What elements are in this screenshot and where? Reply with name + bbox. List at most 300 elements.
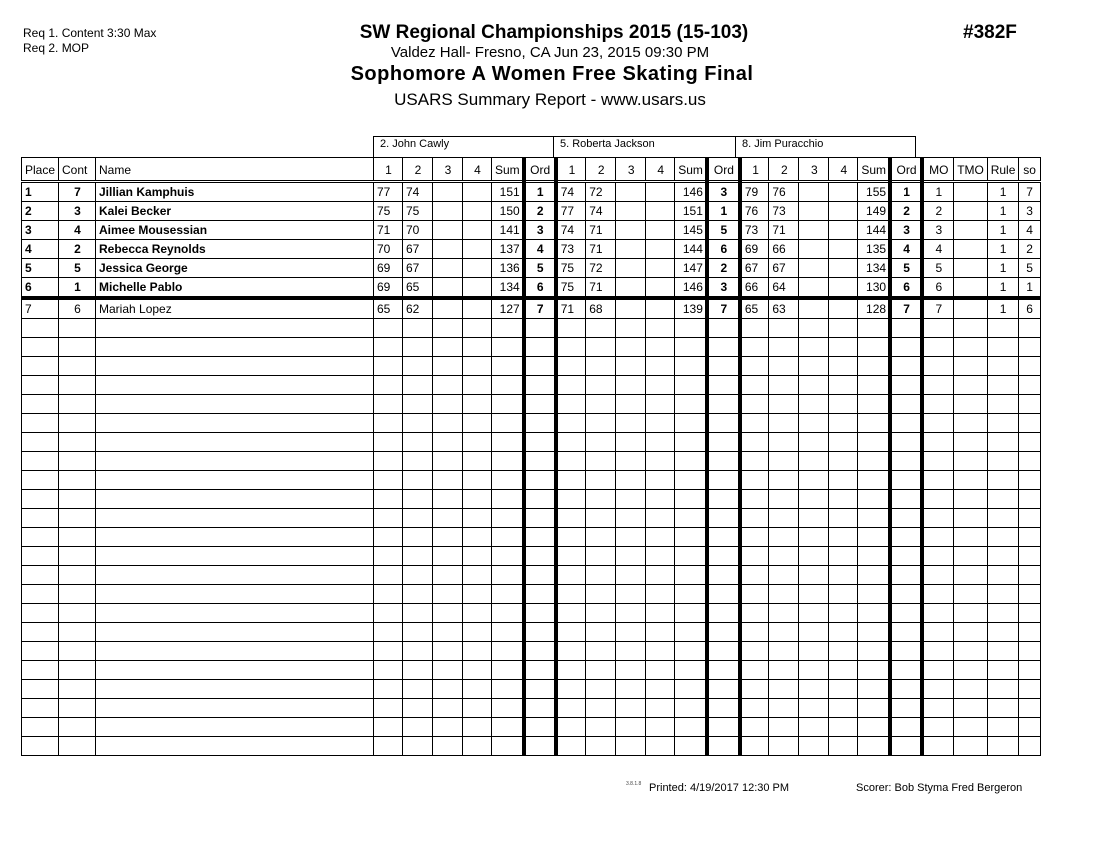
judge3-score3 [799,221,829,240]
judge1-sum: 150 [492,202,524,221]
empty-cell [463,528,492,547]
judge2-sum: 147 [675,259,707,278]
cont-cell: 5 [59,259,96,278]
empty-cell [463,471,492,490]
judge2-score3 [616,202,646,221]
empty-cell [96,319,374,338]
empty-cell [707,490,740,509]
empty-cell [646,357,675,376]
empty-cell [1018,566,1040,585]
judge1-score4 [463,259,492,278]
empty-cell [646,699,675,718]
judge2-score2: 68 [586,298,616,319]
empty-cell [616,623,646,642]
empty-cell [1018,547,1040,566]
judge2-sum: 151 [675,202,707,221]
empty-cell [556,585,586,604]
empty-cell [953,452,987,471]
empty-cell [953,699,987,718]
empty-cell [858,357,890,376]
empty-cell [463,566,492,585]
empty-cell [22,718,59,737]
judge2-score3 [616,259,646,278]
empty-cell [675,490,707,509]
empty-cell [707,585,740,604]
judge2-score2: 71 [586,278,616,299]
empty-cell [829,661,858,680]
empty-cell [858,585,890,604]
empty-cell [433,718,463,737]
empty-cell [586,528,616,547]
rule-cell: 1 [987,298,1018,319]
empty-cell [492,604,524,623]
empty-cell [769,623,799,642]
empty-cell [769,528,799,547]
empty-cell [433,395,463,414]
empty-cell [22,471,59,490]
empty-cell [59,357,96,376]
empty-cell [492,718,524,737]
empty-cell [586,623,616,642]
empty-cell [646,433,675,452]
empty-cell [675,661,707,680]
header-judge2-col5: Sum [675,158,707,182]
empty-cell [403,623,433,642]
empty-cell [556,547,586,566]
empty-cell [1018,338,1040,357]
empty-cell [707,566,740,585]
empty-row [22,376,1041,395]
empty-cell [829,395,858,414]
empty-cell [987,642,1018,661]
empty-row [22,718,1041,737]
empty-cell [987,433,1018,452]
empty-cell [463,357,492,376]
empty-cell [987,566,1018,585]
judge2-score1: 75 [556,259,586,278]
judge3-score1: 66 [740,278,769,299]
empty-cell [740,471,769,490]
empty-cell [556,604,586,623]
empty-cell [616,585,646,604]
empty-cell [1018,471,1040,490]
judge2-score3 [616,278,646,299]
empty-cell [524,490,556,509]
header-place: Place [22,158,59,182]
empty-cell [586,395,616,414]
so-cell: 4 [1018,221,1040,240]
empty-cell [556,471,586,490]
mo-cell: 1 [922,182,953,202]
empty-cell [858,566,890,585]
empty-cell [616,338,646,357]
empty-cell [524,566,556,585]
header-judge1-col3: 3 [433,158,463,182]
empty-cell [374,642,403,661]
empty-row [22,414,1041,433]
empty-cell [646,718,675,737]
skater-name: Jillian Kamphuis [96,182,374,202]
empty-cell [524,471,556,490]
empty-cell [22,376,59,395]
empty-cell [799,623,829,642]
empty-cell [890,623,922,642]
empty-cell [890,319,922,338]
empty-cell [433,471,463,490]
empty-cell [586,357,616,376]
empty-cell [987,547,1018,566]
empty-cell [829,680,858,699]
empty-cell [556,452,586,471]
empty-cell [799,718,829,737]
judge2-score1: 75 [556,278,586,299]
judge3-score2: 76 [769,182,799,202]
empty-cell [799,376,829,395]
empty-cell [1018,376,1040,395]
judge2-score4 [646,240,675,259]
empty-cell [922,585,953,604]
empty-cell [403,585,433,604]
judge1-score4 [463,278,492,299]
empty-cell [953,623,987,642]
empty-cell [769,319,799,338]
empty-cell [22,642,59,661]
empty-cell [22,623,59,642]
empty-cell [922,718,953,737]
empty-cell [646,737,675,756]
empty-cell [675,452,707,471]
empty-cell [403,528,433,547]
rule-cell: 1 [987,278,1018,299]
empty-cell [403,737,433,756]
judge3-score1: 73 [740,221,769,240]
empty-cell [22,319,59,338]
judge1-ordinal: 5 [524,259,556,278]
judge1-score4 [463,240,492,259]
empty-cell [96,699,374,718]
empty-cell [616,737,646,756]
empty-cell [858,680,890,699]
event-title: Sophomore A Women Free Skating Final [350,63,754,85]
judge3-score1: 69 [740,240,769,259]
empty-cell [556,528,586,547]
empty-cell [22,737,59,756]
header-mo: MO [922,158,953,182]
empty-cell [374,395,403,414]
empty-cell [524,376,556,395]
empty-cell [59,547,96,566]
empty-cell [492,642,524,661]
empty-cell [740,338,769,357]
empty-cell [829,433,858,452]
empty-cell [799,490,829,509]
empty-row [22,433,1041,452]
judge2-ordinal: 2 [707,259,740,278]
empty-cell [556,338,586,357]
empty-cell [769,699,799,718]
empty-cell [922,566,953,585]
judge2-score4 [646,202,675,221]
judge2-score1: 73 [556,240,586,259]
empty-row [22,585,1041,604]
empty-cell [492,452,524,471]
empty-cell [556,623,586,642]
empty-cell [22,680,59,699]
empty-cell [675,623,707,642]
empty-cell [96,737,374,756]
empty-cell [646,376,675,395]
empty-cell [433,338,463,357]
table-row [22,259,1041,278]
empty-cell [96,680,374,699]
empty-cell [953,737,987,756]
empty-cell [59,528,96,547]
judge2-sum: 145 [675,221,707,240]
empty-cell [616,528,646,547]
empty-cell [96,623,374,642]
empty-cell [707,414,740,433]
empty-cell [433,566,463,585]
empty-cell [59,319,96,338]
empty-cell [96,395,374,414]
empty-cell [953,680,987,699]
empty-cell [524,737,556,756]
empty-cell [433,414,463,433]
empty-cell [59,661,96,680]
empty-cell [463,680,492,699]
judge3-sum: 149 [858,202,890,221]
empty-cell [616,509,646,528]
empty-cell [707,509,740,528]
empty-cell [59,414,96,433]
empty-cell [675,604,707,623]
judge3-ordinal: 1 [890,182,922,202]
judge3-ordinal: 3 [890,221,922,240]
empty-cell [740,357,769,376]
judge1-score3 [433,182,463,202]
judge2-score2: 71 [586,240,616,259]
empty-cell [987,452,1018,471]
empty-cell [953,718,987,737]
table-row [22,298,1041,319]
judge2-ordinal: 7 [707,298,740,319]
empty-cell [59,490,96,509]
empty-cell [586,338,616,357]
empty-row [22,661,1041,680]
empty-cell [646,566,675,585]
empty-cell [858,528,890,547]
empty-cell [922,737,953,756]
empty-cell [1018,680,1040,699]
empty-cell [1018,604,1040,623]
empty-cell [829,718,858,737]
empty-cell [433,452,463,471]
empty-row [22,395,1041,414]
header-judge1-col4: 4 [463,158,492,182]
empty-cell [987,661,1018,680]
place-cell: 2 [22,202,59,221]
empty-cell [858,395,890,414]
empty-cell [922,604,953,623]
empty-cell [829,642,858,661]
header-judge3-col2: 2 [769,158,799,182]
empty-cell [922,395,953,414]
table-row [22,221,1041,240]
table-header-row [22,158,1041,182]
judge1-score1: 75 [374,202,403,221]
empty-cell [492,509,524,528]
tmo-cell [953,240,987,259]
empty-cell [463,376,492,395]
empty-cell [890,509,922,528]
empty-cell [769,452,799,471]
empty-cell [890,376,922,395]
empty-cell [799,737,829,756]
header-cont: Cont [59,158,96,182]
report-subtitle: USARS Summary Report - www.usars.us [394,90,706,109]
empty-cell [799,699,829,718]
empty-cell [433,528,463,547]
empty-cell [403,699,433,718]
empty-cell [96,338,374,357]
empty-cell [675,414,707,433]
judge3-score1: 76 [740,202,769,221]
empty-cell [858,319,890,338]
judge3-score4 [829,221,858,240]
empty-cell [740,433,769,452]
empty-cell [858,509,890,528]
judge2-score4 [646,298,675,319]
empty-cell [646,319,675,338]
empty-cell [646,585,675,604]
empty-cell [59,566,96,585]
empty-cell [374,414,403,433]
place-cell: 7 [22,298,59,319]
empty-cell [799,547,829,566]
rule-cell: 1 [987,221,1018,240]
tmo-cell [953,182,987,202]
empty-cell [922,490,953,509]
so-cell: 3 [1018,202,1040,221]
empty-cell [922,376,953,395]
empty-cell [586,718,616,737]
judge2-score3 [616,240,646,259]
judge2-score2: 74 [586,202,616,221]
empty-cell [96,490,374,509]
empty-cell [96,376,374,395]
skater-name: Mariah Lopez [96,298,374,319]
empty-cell [586,414,616,433]
empty-cell [403,547,433,566]
judge1-score3 [433,240,463,259]
judge3-sum: 144 [858,221,890,240]
empty-cell [769,490,799,509]
judge2-score4 [646,182,675,202]
empty-cell [616,661,646,680]
empty-cell [953,490,987,509]
empty-cell [953,338,987,357]
empty-row [22,452,1041,471]
empty-cell [890,433,922,452]
empty-cell [1018,433,1040,452]
empty-cell [890,357,922,376]
empty-cell [987,395,1018,414]
empty-cell [616,699,646,718]
judge2-score1: 74 [556,221,586,240]
judge3-score1: 67 [740,259,769,278]
rule-cell: 1 [987,259,1018,278]
judge2-sum: 144 [675,240,707,259]
empty-cell [953,357,987,376]
empty-cell [740,452,769,471]
judge3-sum: 128 [858,298,890,319]
empty-cell [799,357,829,376]
empty-cell [646,661,675,680]
empty-cell [403,509,433,528]
empty-cell [586,319,616,338]
cont-cell: 2 [59,240,96,259]
empty-cell [433,376,463,395]
empty-cell [96,471,374,490]
empty-cell [433,319,463,338]
judge3-score1: 79 [740,182,769,202]
empty-cell [403,414,433,433]
empty-row [22,623,1041,642]
judge1-score1: 77 [374,182,403,202]
empty-cell [987,528,1018,547]
judge3-score3 [799,182,829,202]
empty-cell [556,490,586,509]
empty-cell [769,395,799,414]
empty-cell [403,604,433,623]
empty-cell [403,376,433,395]
place-cell: 6 [22,278,59,299]
judge3-ordinal: 7 [890,298,922,319]
empty-cell [922,509,953,528]
judge1-sum: 127 [492,298,524,319]
empty-cell [524,433,556,452]
so-cell: 6 [1018,298,1040,319]
empty-cell [740,414,769,433]
empty-cell [492,490,524,509]
empty-cell [59,376,96,395]
judge2-score2: 72 [586,259,616,278]
empty-cell [616,642,646,661]
judge3-score3 [799,298,829,319]
empty-cell [740,680,769,699]
empty-cell [858,376,890,395]
empty-cell [1018,395,1040,414]
judge3-score4 [829,182,858,202]
empty-cell [463,623,492,642]
empty-cell [22,661,59,680]
skater-name: Rebecca Reynolds [96,240,374,259]
empty-cell [616,376,646,395]
empty-cell [829,585,858,604]
empty-cell [433,509,463,528]
judge3-score2: 63 [769,298,799,319]
empty-cell [586,471,616,490]
empty-cell [675,642,707,661]
empty-cell [829,357,858,376]
empty-cell [374,338,403,357]
skater-name: Aimee Mousessian [96,221,374,240]
empty-cell [59,395,96,414]
empty-cell [858,452,890,471]
empty-cell [646,680,675,699]
empty-cell [403,471,433,490]
judge1-score2: 67 [403,240,433,259]
